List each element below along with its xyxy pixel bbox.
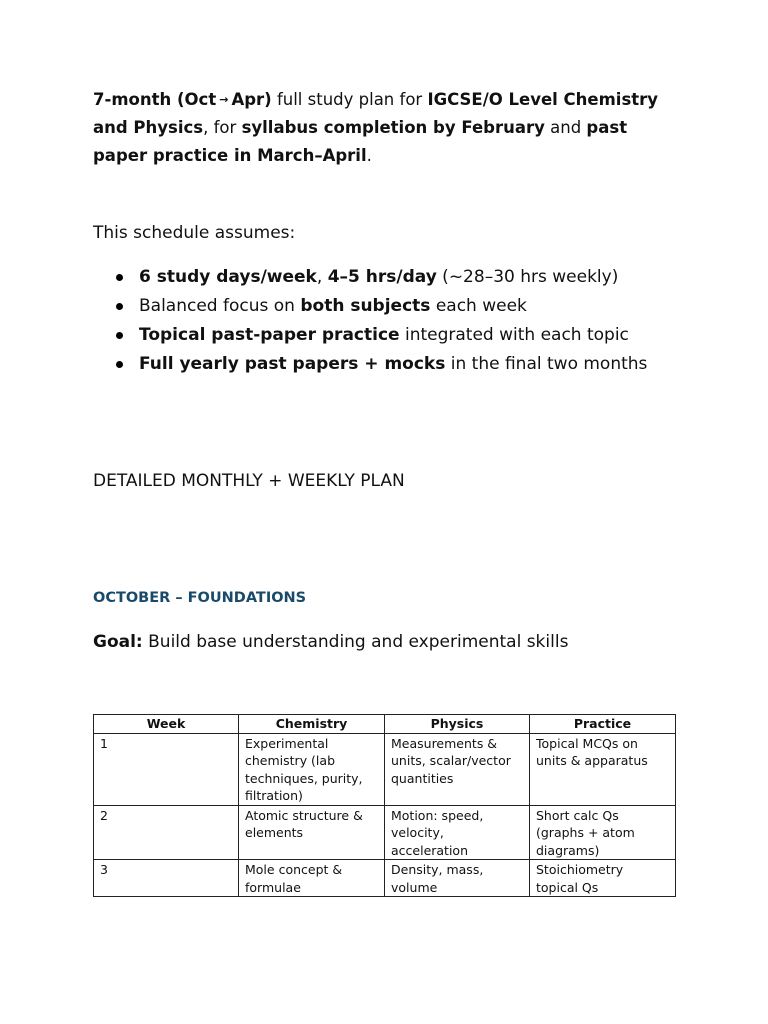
bullet-text: integrated with each topic — [399, 325, 629, 345]
goal-line — [93, 628, 568, 656]
bullet-text: , — [316, 267, 328, 287]
intro-paragraph — [93, 86, 683, 170]
weekly-plan-table — [93, 714, 676, 897]
intro-practice: past paper practice in March–April — [93, 118, 628, 165]
bullet-bold: 6 study days/week — [139, 267, 317, 287]
intro-syllabus: syllabus completion by February — [241, 118, 545, 137]
cell-chemistry: Atomic structure & elements — [239, 805, 385, 860]
cell-physics: Motion: speed, velocity, acceleration — [385, 805, 530, 860]
intro-duration-a: 7-month (Oct — [93, 90, 217, 109]
list-item — [112, 263, 647, 292]
bullet-text: in the final two months — [445, 354, 648, 374]
cell-chemistry: Mole concept & formulae — [239, 860, 385, 897]
list-item — [112, 321, 647, 350]
bullet-bold: Full yearly past papers + mocks — [139, 354, 446, 374]
table-header-row — [94, 715, 676, 734]
cell-practice: Topical MCQs on units & apparatus — [530, 733, 676, 805]
table-row — [94, 860, 676, 897]
plan-heading: DETAILED MONTHLY + WEEKLY PLAN — [93, 471, 405, 491]
list-item — [112, 350, 647, 379]
goal-text: Build base understanding and experimental skills — [142, 632, 569, 652]
assumptions-list — [112, 263, 647, 379]
intro-subjects: IGCSE/O Level Chemistry and Physics — [93, 90, 659, 137]
month-heading: OCTOBER – FOUNDATIONS — [93, 590, 307, 606]
list-item — [112, 292, 647, 321]
header-week: Week — [94, 715, 239, 734]
table-row — [94, 733, 676, 805]
cell-week: 3 — [94, 860, 239, 897]
bullet-bold: Topical past-paper practice — [139, 325, 400, 345]
table-row — [94, 805, 676, 860]
cell-week: 1 — [94, 733, 239, 805]
cell-physics: Density, mass, volume — [385, 860, 530, 897]
header-physics: Physics — [385, 715, 530, 734]
bullet-text: each week — [430, 296, 527, 316]
bullet-text: (~28–30 hrs weekly) — [436, 267, 619, 287]
intro-text-1: full study plan for — [271, 90, 428, 109]
goal-label: Goal: — [93, 632, 143, 652]
cell-physics: Measurements & units, scalar/vector quantities — [385, 733, 530, 805]
bullet-text: Balanced focus on — [139, 296, 301, 316]
header-chemistry: Chemistry — [239, 715, 385, 734]
intro-text-2: , for — [203, 118, 242, 137]
intro-text-3: and — [544, 118, 587, 137]
cell-chemistry: Experimental chemistry (lab techniques, purity, filtration) — [239, 733, 385, 805]
cell-practice: Stoichiometry topical Qs — [530, 860, 676, 897]
arrow-icon: → — [219, 93, 229, 106]
header-practice: Practice — [530, 715, 676, 734]
assumptions-label: This schedule assumes: — [93, 223, 296, 243]
cell-week: 2 — [94, 805, 239, 860]
bullet-bold: both subjects — [300, 296, 431, 316]
bullet-bold: 4–5 hrs/day — [327, 267, 437, 287]
intro-text-4: . — [366, 146, 372, 165]
cell-practice: Short calc Qs (graphs + atom diagrams) — [530, 805, 676, 860]
intro-duration-b: Apr) — [231, 90, 272, 109]
